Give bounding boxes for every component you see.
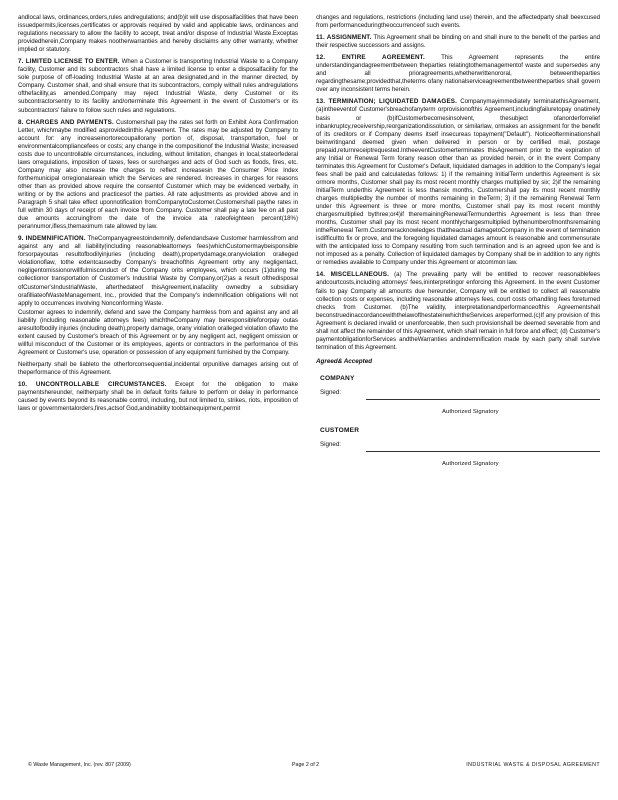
section-11-text: This Agreement shall be binding on and shall inure to the benefit of the parties and their respective successors and assigns.: [316, 34, 600, 50]
customer-signature-row: [320, 437, 600, 459]
section-12-text: This Agreement represents the entire understandingandagreementbetween theparties relatingtothemanagementof waste and supersedes any and all prioragreements,whetherwrittenororal, betweentheparties regardingthesame;providedthat,theterms ofany nationalserviceagreementbetweentheparties shall govern over any inconsistent terms herein.: [316, 54, 600, 94]
page-footer: [18, 762, 600, 774]
continued-paragraph: changes and regulations, restrictions (including land use) therein, and the affectedparty shall beexcused from performanceduringtheoccurrenceof such events.: [316, 14, 600, 30]
company-signed-label: Signed:: [320, 388, 341, 396]
section-14-heading: 14. MISCELLANEOUS.: [316, 271, 389, 279]
signature-block: [316, 358, 600, 467]
section-12-heading: 12. ENTIRE AGREEMENT.: [316, 54, 425, 62]
customer-signature-line[interactable]: [366, 451, 600, 452]
section-10-heading: 10. UNCONTROLLABLE CIRCUMSTANCES.: [18, 381, 167, 389]
section-9-paragraph: [18, 235, 298, 307]
customer-label: CUSTOMER: [320, 426, 360, 434]
company-signature-row: [320, 385, 600, 407]
right-column: [316, 14, 600, 479]
customer-signed-label: Signed:: [320, 440, 341, 448]
section-11-heading: 11. ASSIGNMENT.: [316, 34, 372, 42]
section-8-text: Customershall pay the rates set forth on Exhibit Aora Confirmation Letter, whichmaybe modified asprovidedinthis Agreement. The rates may be adjusted by Company to account for: any increaseinortorecoupallorany portion of, disposal, transportation, fuel or environmentalcompliancefees or costs; any change in the compositionof the Industrial Waste; increased costs due to uncontrollable circumstances, including, without limitation, changes in local,stateorfederal laws orregulations, imposition of taxes, fees or surcharges and acts of God such as floods, fires, etc. Company may also increase the charges to reflect increasesin the Consumer Price Index forthemunicipal orregionalareain which the Services are rendered. Increases in charges for reasons other than as provided above require the consentof Customer which may be evidenced verbally, in writing or by the actions and practicesof the parties. All rate adjustments as provided above and in Paragraph 5 shall take effect uponnotification fromCompanytoCustomer.Customershall paythe rates in full within 30 days of receipt of each invoice from Company. Customer shall pay a late fee on all past due amounts accruingfrom the date of the invoice ata rateofeighteen percent(18%) perannumor,ifless,themaximum rate allowed by law.: [18, 118, 298, 231]
footer-document-title: INDUSTRIAL WASTE & DISPOSAL AGREEMENT: [466, 762, 600, 768]
section-9-heading: 9. INDEMNIFICATION.: [18, 235, 86, 243]
section-7-text: When a Customer is transporting Industrial Waste to a Company facility, Customer and its subcontractors shall have a limited license to enter a disposalfacility for the sole purpose of off-loading Industrial Waste at an area designated,and in the manner directed, by Company. Customer shall, and shall ensure that its subcontractors, comply withall rules andregulations ofthefacility,as amended.Company may reject Industrial Waste, deny Customer or its subcontractorsentry to its facility and/orterminate this Agreement in the event of Customer's or its subcontractors' failure to follow such rules and regulations.: [18, 58, 298, 114]
section-8-paragraph: [18, 119, 298, 232]
section-13-paragraph: [316, 98, 600, 267]
company-authorized-signatory: Authorized Signatory: [442, 408, 499, 415]
section-11-paragraph: [316, 34, 600, 50]
customer-authorized-signatory: Authorized Signatory: [442, 460, 499, 467]
company-label: COMPANY: [320, 374, 355, 382]
section-7-paragraph: [18, 58, 298, 114]
company-signature-line[interactable]: [366, 399, 600, 400]
section-10-text: Except for the obligation to make paymentshereunder, neitherparty shall be in default forits failure to perform or delay in performance caused by events beyond its reasonable control, including, but not limited to, strikes, riots, imposition of laws or governmentalorders,fires,actsof God,andinability toobtainequipment,permit: [18, 381, 298, 413]
section-12-paragraph: [316, 54, 600, 94]
section-7-heading: 7. LIMITED LICENSE TO ENTER.: [18, 58, 120, 66]
section-14-text: (a) The prevailing party will be entitled to recover reasonablefees andcourtcosts,including attorneys' fees,ininterpretingor enforcing this Agreement. In the event Customer fails to pay Company all amounts due hereunder, Company will be entitled to collect all reasonable collection costs or expenses, including reasonable attorneys fees, court costs orhandling fees foreturned checks from Customer. (b)The validity, interpretationandperformanceofthis Agreementshall beconstruedinaccordancewiththelawofthestateinwhichtheServices areperformed.(c)If any provision of this Agreement is declared invalid or unenforceable, then such provisionshall be deemed severable from and shall not affect the remainder of this Agreement, which shall remain in full force and effect; (d) Customer's paymentobligationforServices andtheWarranties andindemnification made by each party shall survive termination of this Agreement.: [316, 271, 600, 351]
section-9-customer-indemnity: Customer agrees to indemnify, defend and save the Company harmless from and against any and all liability (including reasonable attorneys fees) whichtheCompany may beresponsiblefororpay outas aresultofbodily injuries (including death),property damage, orany violation oralleged violation oflawto the extent caused by Customer's breach of this Agreement or by any negligent act, negligent omission or willful misconduct of the Customer or its employees, agents or contractors in the performance of this Agreement or Customer's use, operation or possession of any equipment furnished by the Company.: [18, 308, 298, 356]
section-13-text: Companymayimmediately terminatethisAgreement,(a)intheeventof Customer'sbreachofanyterm orprovisionofthis Agreement,includingfailuretopay onatimely basis or (b)ifCustomerbecomesinsolvent, thesubject ofanorderforrelief inbankruptcy,receivership,reorganizationdissolution, or similarlaw, ormakes an assignment for the benefit of its creditors or if Company deems itself insecureas topayment("Default"). Noticeofterminationshall beinwritingand deemed given when delivered in person or by certified mail, postage prepaid,returnreceiptrequested.IntheeventCustomerterminates thisAgreement prior to the expiration of any Initial or Renewal Term forany reason other than as provided herein, or in the event Company terminates this Agreement for Customer's Default, liquidated damages in addition to the Company's legal fees shall be paid and calculatedas follows: 1) if the remaining InitialTerm underthis Agreement is six ormore months, Customer shall pay its most recent monthly charges multiplied by six; 2)if the remaining InitialTerm underthis Agreement is less thansix months, Customershall pay its most recent monthly charges multipliedby the number of months remaining in theTerm; 3) if the remaining Renewal Term under this Agreement is three or more months, Customer shall pay its most recent monthly chargesmultiplied bythree;or4)if theremainingRenewalTermunderthis Agreement is less than three months, Customer shall pay its most recent monthlychargesmultiplied bythenumberofmonthsremaining intheRenewal Term.Customeracknowledges thattheactual damagetoCompany in the event of termination isdifficultto fix or prove, and the foregoing liquidated damages amount is reasonable and commensurate with the anticipated loss to Company resulting from such termination and is an agreed upon fee and is not imposed as a penalty. Collection of liquidated damages by Company shall be in addition to any rights or remedies available to Company under this Agreement or atcommon law.: [316, 98, 600, 267]
footer-page-number: Page 2 of 2: [292, 762, 320, 768]
section-13-heading: 13. TERMINATION; LIQUIDATED DAMAGES.: [316, 98, 458, 106]
section-9-text: TheCompanyagreestoindemnify, defendandsave Customer harmlessfrom and against any and all liability(including reasonableattorneys fees)whichCustomermaybeisponsible forsorpayoutas resultofbodilyinjuries (including death),propertydamage,oranyviolation oralleged violationoflaw, tothe extentcausedby Company's breachofthis Agreement orby any negligentact, negligentomissionorwillfulmisconduct of the Company orits employees, which occurs (1)during the collectionor transportation of Customer's Industrial Waste by Company,or(2)as a result ofthedisposal ofCustomer'sIndustrialWaste, afterthedateof thisAgreement,inafacility ownedby a subsidiary orafilliateofWasteManagement, Inc., provided that the Company's indemnification obligations will not apply to occurrences involving Nonconforming Waste.: [18, 235, 299, 307]
left-column: [18, 14, 298, 417]
agreed-accepted-label: Agreed& Accepted: [316, 357, 373, 365]
section-10-paragraph: [18, 381, 298, 413]
section-9-consequential-damages: Neitherparty shall be liableto the otherforconsequential,incidental orpunitive damages arising out of theperformance of this Agreement.: [18, 360, 298, 376]
footer-copyright: © Waste Management, Inc. (rev. 807 (2009): [28, 762, 131, 768]
section-14-paragraph: [316, 271, 600, 351]
intro-paragraph: andlocal laws, ordinances,orders,rules andregulations; and(b)it will use disposalfacilities that have been issuedpermits,licenses,certificates or approvals required by valid and applicable laws, ordinances and regulations necessary to allow the facility to accept, treat and/or dispose of Industrial Waste.Exceptas providedherein,Company makes nootherwarranties and hereby disclaims any other warranty, whether implied or statutory.: [18, 14, 298, 54]
section-8-heading: 8. CHARGES AND PAYMENTS.: [18, 118, 114, 126]
